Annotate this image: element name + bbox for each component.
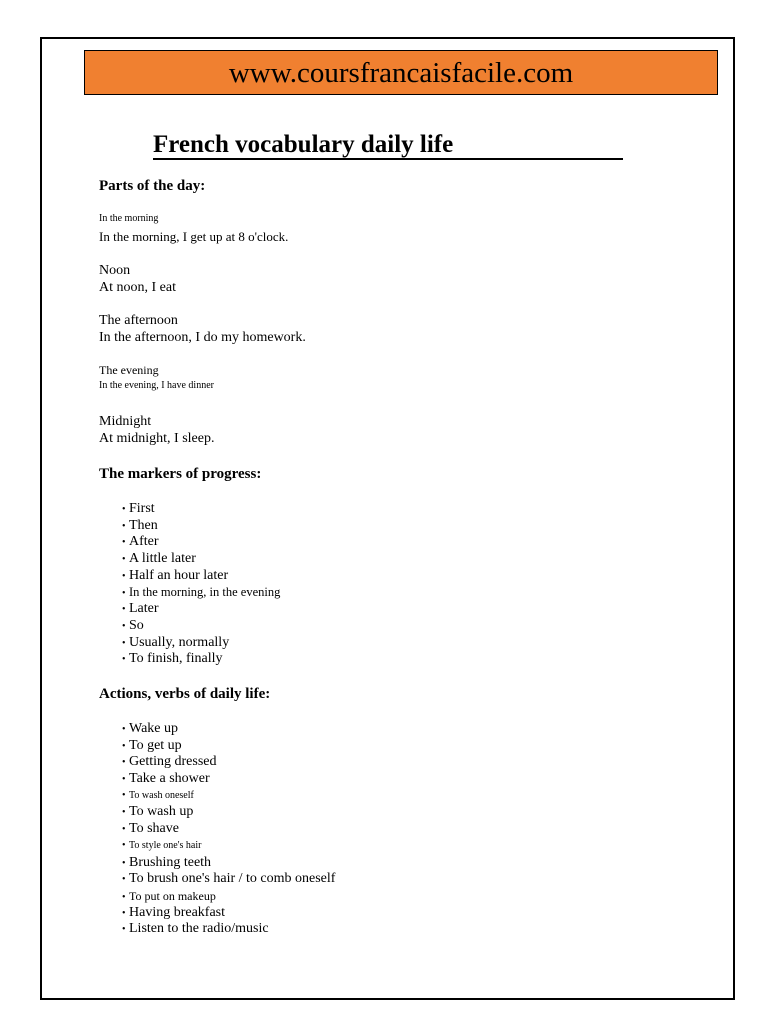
term-midnight: Midnight — [99, 414, 152, 429]
section-heading-markers: The markers of progress: — [99, 466, 262, 482]
list-item: • Getting dressed — [122, 754, 335, 771]
example-midnight: At midnight, I sleep. — [99, 431, 215, 446]
list-item: • Having breakfast — [122, 905, 335, 922]
section-heading-parts-of-day: Parts of the day: — [99, 178, 206, 194]
actions-list — [122, 721, 335, 938]
bullet-icon: • — [122, 654, 126, 666]
bullet-icon: • — [122, 839, 126, 851]
bullet-icon: • — [122, 807, 126, 819]
markers-list — [122, 501, 280, 668]
bullet-icon: • — [122, 570, 126, 582]
site-banner — [84, 50, 718, 95]
list-item: • A little later — [122, 551, 280, 568]
list-item: • To finish, finally — [122, 651, 280, 668]
list-item: • To put on makeup — [122, 888, 335, 905]
list-item: • After — [122, 534, 280, 551]
list-item: • So — [122, 618, 280, 635]
bullet-icon: • — [122, 857, 126, 869]
bullet-icon: • — [122, 520, 126, 532]
term-noon: Noon — [99, 263, 131, 278]
list-item: • Then — [122, 518, 280, 535]
site-url: www.coursfrancaisfacile.com — [228, 57, 574, 89]
term-afternoon: The afternoon — [99, 313, 178, 328]
list-item: • To wash up — [122, 804, 335, 821]
bullet-icon: • — [122, 789, 126, 801]
bullet-icon: • — [122, 504, 126, 515]
example-evening: In the evening, I have dinner — [99, 380, 214, 391]
bullet-icon: • — [122, 620, 126, 632]
bullet-icon: • — [122, 924, 126, 936]
example-afternoon: In the afternoon, I do my homework. — [99, 330, 306, 345]
list-item: • To wash oneself — [122, 788, 335, 805]
list-item: • To style one's hair — [122, 838, 335, 855]
bullet-icon: • — [122, 604, 126, 616]
bullet-icon: • — [122, 757, 126, 769]
title-underline — [153, 158, 623, 160]
list-item: • First — [122, 501, 280, 518]
page-title: French vocabulary daily life — [153, 131, 454, 158]
bullet-icon: • — [122, 907, 126, 919]
bullet-icon: • — [122, 774, 126, 786]
list-item: • Take a shower — [122, 771, 335, 788]
term-morning: In the morning — [99, 213, 159, 224]
list-item: • To get up — [122, 738, 335, 755]
bullet-icon: • — [122, 588, 126, 600]
list-item: • In the morning, in the evening — [122, 584, 280, 601]
list-item: • Listen to the radio/music — [122, 921, 335, 938]
term-evening: The evening — [99, 363, 159, 377]
list-item: • Usually, normally — [122, 635, 280, 652]
bullet-icon: • — [122, 554, 126, 566]
example-morning: In the morning, I get up at 8 o'clock. — [99, 229, 289, 244]
bullet-icon: • — [122, 724, 126, 735]
list-item: • To shave — [122, 821, 335, 838]
section-heading-actions: Actions, verbs of daily life: — [99, 686, 271, 702]
example-noon: At noon, I eat — [99, 280, 176, 295]
list-item: • Wake up — [122, 721, 335, 738]
bullet-icon: • — [122, 824, 126, 836]
bullet-icon: • — [122, 637, 126, 649]
list-item: • To brush one's hair / to comb oneself — [122, 871, 335, 888]
bullet-icon: • — [122, 874, 126, 886]
list-item: • Brushing teeth — [122, 855, 335, 872]
bullet-icon: • — [122, 537, 126, 549]
list-item: • Half an hour later — [122, 568, 280, 585]
list-item: • Later — [122, 601, 280, 618]
bullet-icon: • — [122, 891, 126, 903]
bullet-icon: • — [122, 740, 126, 752]
